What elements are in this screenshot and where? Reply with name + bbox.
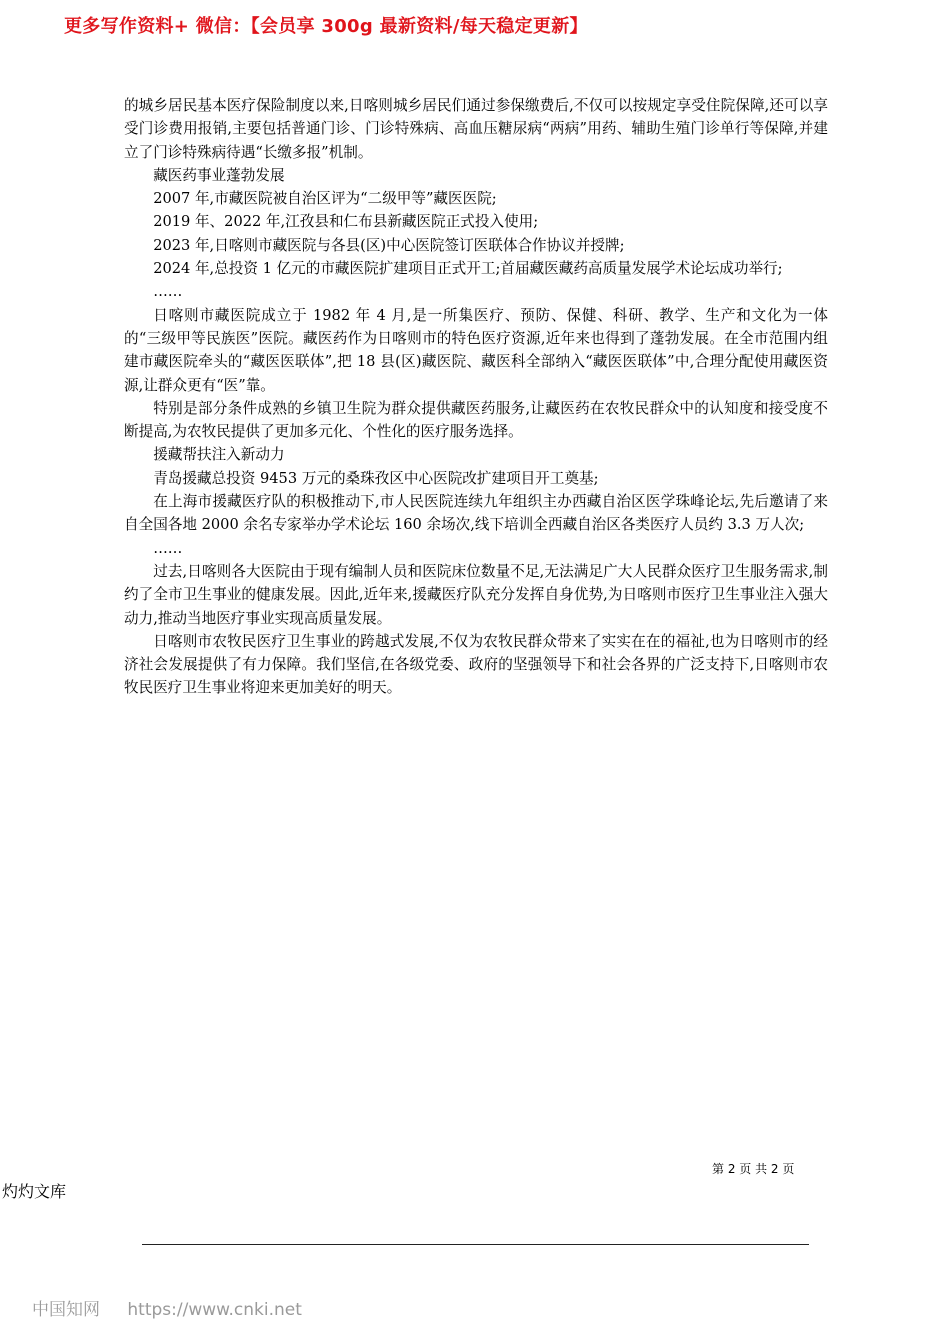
paragraph: 日喀则市农牧民医疗卫生事业的跨越式发展,不仅为农牧民群众带来了实实在在的福祉,也为日喀则市的经济社会发展提供了有力保障。我们坚信,在各级党委、政府的坚强领导下和社会各界的广泛支持下,日喀则市农牧民医疗卫生事业将迎来更加美好的明天。	[124, 632, 828, 697]
header-banner: 更多写作资料+ 微信：【会员享 300g 最新资料/每天稳定更新】	[64, 16, 588, 37]
paragraph: 2024 年,总投资 1 亿元的市藏医院扩建项目正式开工;首届藏医藏药高质量发展学术论坛成功举行;	[153, 260, 783, 278]
ellipsis: ……	[153, 539, 183, 557]
paragraph: 2023 年,日喀则市藏医院与各县(区)中心医院签订医联体合作协议并授牌;	[153, 236, 625, 254]
section-heading: 藏医药事业蓬勃发展	[153, 166, 285, 184]
paragraph: 过去,日喀则各大医院由于现有编制人员和医院床位数量不足,无法满足广大人民群众医疗卫生服务需求,制约了全市卫生事业的健康发展。因此,近年来,援藏医疗队充分发挥自身优势,为日喀则市医疗卫生事业注入强大动力,推动当地医疗事业实现高质量发展。	[124, 562, 828, 627]
paragraph: 2007 年,市藏医院被自治区评为“二级甲等”藏医医院;	[153, 190, 497, 208]
ellipsis: ……	[153, 283, 183, 301]
paragraph: 2019 年、2022 年,江孜县和仁布县新藏医院正式投入使用;	[153, 213, 539, 231]
section-heading: 援藏帮扶注入新动力	[153, 446, 285, 464]
paragraph: 的城乡居民基本医疗保险制度以来,日喀则城乡居民们通过参保缴费后,不仅可以按规定享受住院保障,还可以享受门诊费用报销,主要包括普通门诊、门诊特殊病、高血压糖尿病“两病”用药、辅助生殖门诊单行等保障,并建立了门诊特殊病待遇“长缴多报”机制。	[124, 97, 828, 161]
watermark-url: https://www.cnki.net	[127, 1300, 302, 1320]
watermark-name: 中国知网	[32, 1300, 100, 1320]
paragraph: 青岛援藏总投资 9453 万元的桑珠孜区中心医院改扩建项目开工奠基;	[153, 469, 599, 487]
paragraph: 特别是部分条件成熟的乡镇卫生院为群众提供藏医药服务,让藏医药在农牧民群众中的认知度和接受度不断提高,为农牧民提供了更加多元化、个性化的医疗服务选择。	[124, 399, 828, 441]
watermark	[32, 1295, 302, 1320]
article-body	[124, 94, 828, 700]
library-name: 灼灼文库	[2, 1182, 67, 1201]
paragraph: 在上海市援藏医疗队的积极推动下,市人民医院连续九年组织主办西藏自治区医学珠峰论坛,先后邀请了来自全国各地 2000 余名专家举办学术论坛 160 余场次,线下培训全西藏自治区各类医疗人员约 3.3 万人次;	[124, 493, 828, 534]
paragraph: 日喀则市藏医院成立于 1982 年 4 月,是一所集医疗、预防、保健、科研、教学、生产和文化为一体的“三级甲等民族医”医院。藏医药作为日喀则市的特色医疗资源,近年来也得到了蓬勃发展。在全市范围内组建市藏医院牵头的“藏医医联体”,把 18 县(区)藏医院、藏医科全部纳入“藏医医联体”中,合理分配使用藏医资源,让群众更有“医”靠。	[124, 306, 828, 394]
page-number: 第 2 页 共 2 页	[712, 1162, 795, 1176]
footer-divider	[142, 1244, 809, 1245]
